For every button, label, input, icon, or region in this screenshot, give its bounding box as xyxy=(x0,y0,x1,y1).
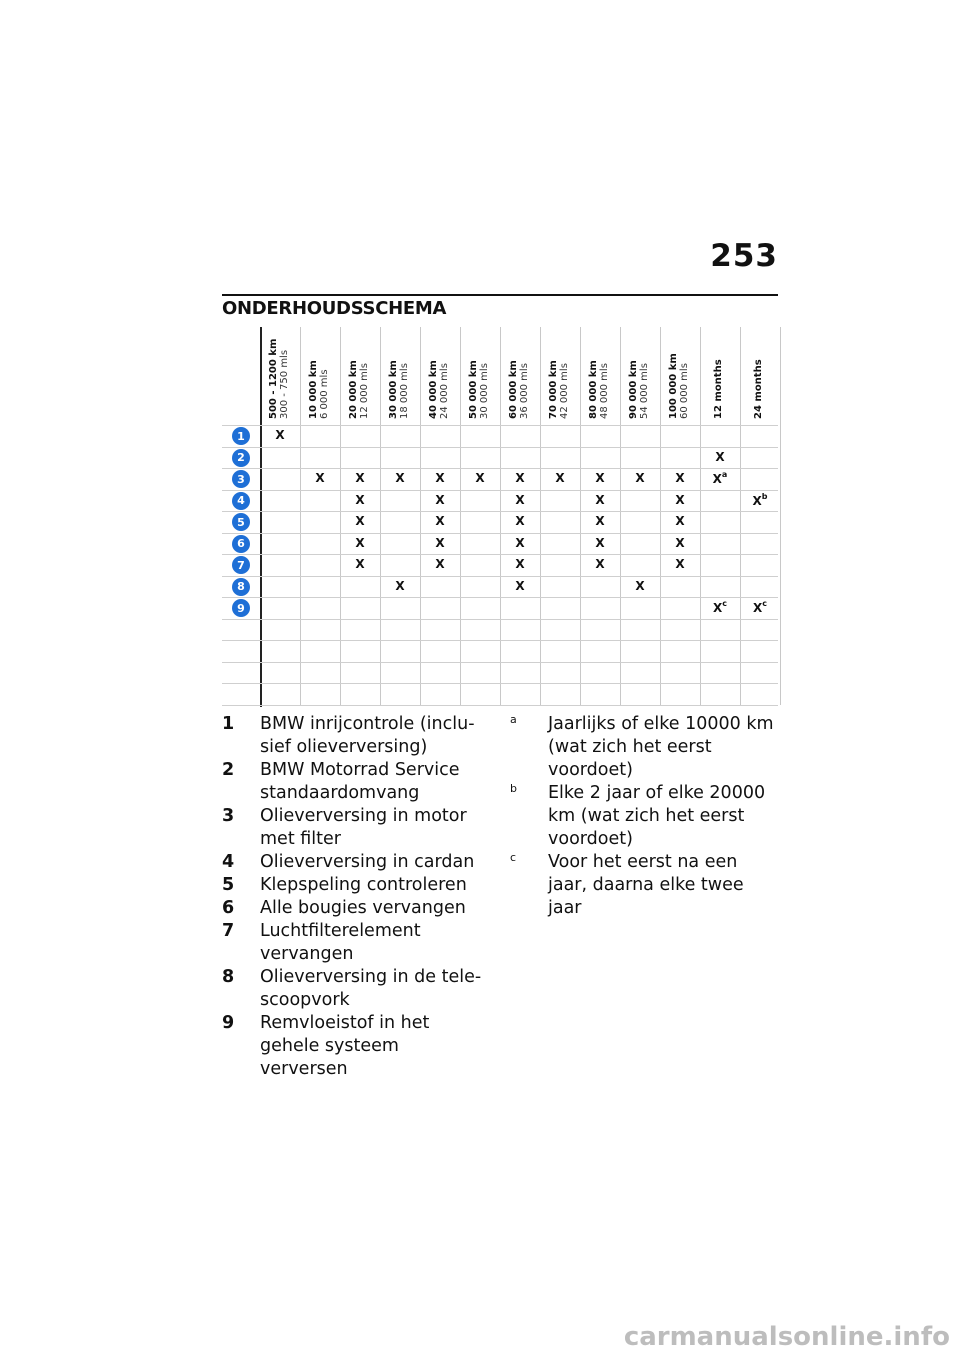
schedule-mark xyxy=(308,471,332,485)
schedule-mark-text: X xyxy=(435,514,445,528)
column-header-primary: 500 - 1200 km xyxy=(268,338,279,419)
table-main-divider xyxy=(260,327,262,707)
schedule-mark-text: X xyxy=(595,492,605,507)
schedule-mark-text: X xyxy=(315,471,325,485)
schedule-mark xyxy=(588,493,612,507)
footnotes-list xyxy=(510,713,780,920)
legend-text: Olieverversing in de telescoopvork xyxy=(260,967,482,1010)
schedule-mark xyxy=(668,471,692,485)
table-column-divider xyxy=(660,327,661,705)
table-column-divider xyxy=(700,327,701,705)
schedule-mark-text: X xyxy=(675,535,685,550)
schedule-mark-text: X xyxy=(275,428,285,442)
legend-item xyxy=(222,759,492,805)
schedule-mark-text: X xyxy=(435,535,445,550)
table-row-divider xyxy=(222,662,778,663)
table-column-divider xyxy=(380,327,381,705)
column-header-primary: 50 000 km xyxy=(468,360,479,419)
legend-number: 3 xyxy=(222,806,235,826)
legend-number: 6 xyxy=(222,898,235,918)
legend-text: Klepspeling controleren xyxy=(260,875,467,895)
column-header-primary: 20 000 km xyxy=(348,360,359,419)
schedule-mark xyxy=(428,493,452,507)
row-number-badge: 1 xyxy=(232,427,250,445)
schedule-mark xyxy=(428,471,452,485)
column-header-secondary: 300 - 750 mls xyxy=(279,349,290,419)
schedule-mark xyxy=(428,536,452,550)
legend-text: Remvloeistof in het gehele systeem verversen xyxy=(260,1013,430,1079)
table-row-divider xyxy=(222,705,778,706)
schedule-mark xyxy=(748,600,772,615)
schedule-mark xyxy=(388,471,412,485)
footnote-symbol: b xyxy=(510,782,517,795)
schedule-mark xyxy=(428,514,452,528)
schedule-mark xyxy=(668,536,692,550)
legend-item xyxy=(222,874,492,897)
schedule-mark xyxy=(348,514,372,528)
schedule-mark-text: X xyxy=(395,471,405,485)
column-header xyxy=(668,353,690,419)
watermark: carmanualsonline.info xyxy=(623,1322,950,1352)
schedule-mark xyxy=(708,471,732,486)
schedule-mark-text: X xyxy=(475,471,485,485)
legend-item xyxy=(222,851,492,874)
schedule-mark-text: X xyxy=(752,493,762,508)
table-row-divider xyxy=(222,619,778,620)
schedule-mark xyxy=(508,514,532,528)
schedule-mark-text: X xyxy=(355,535,365,550)
schedule-mark-text: X xyxy=(515,492,525,507)
row-number-badge: 6 xyxy=(232,535,250,553)
schedule-mark xyxy=(548,471,572,485)
footnote-reference: c xyxy=(722,599,727,608)
table-column-divider xyxy=(420,327,421,705)
schedule-mark-text: X xyxy=(595,514,605,528)
schedule-mark-text: X xyxy=(355,514,365,528)
schedule-mark-text: X xyxy=(752,601,763,615)
table-column-divider xyxy=(300,327,301,705)
footnote-text: Jaarlijks of elke 10000 km (wat zich het eerst voordoet) xyxy=(548,714,774,780)
legend-text: Luchtfilterelement vervangen xyxy=(260,921,421,964)
table-column-divider xyxy=(620,327,621,705)
column-header-primary: 12 months xyxy=(713,359,724,419)
column-header xyxy=(428,360,450,419)
schedule-mark xyxy=(668,514,692,528)
legend-item xyxy=(222,1012,492,1081)
schedule-mark-text: X xyxy=(675,514,685,528)
column-header-secondary: 18 000 mls xyxy=(399,363,410,419)
column-header xyxy=(508,360,530,419)
page-number: 253 xyxy=(710,238,778,274)
column-header-primary: 90 000 km xyxy=(628,360,639,419)
schedule-mark xyxy=(348,536,372,550)
footnote-text: Elke 2 jaar of elke 20000 km (wat zich het eerst voordoet) xyxy=(548,783,766,849)
column-header xyxy=(753,359,764,419)
column-header xyxy=(308,360,330,419)
table-column-divider xyxy=(500,327,501,705)
column-header-secondary: 12 000 mls xyxy=(359,363,370,419)
schedule-mark xyxy=(748,493,772,508)
schedule-mark-text: X xyxy=(435,492,445,507)
legend-list xyxy=(222,713,492,1081)
schedule-mark-text: X xyxy=(355,492,365,507)
schedule-mark-text: X xyxy=(435,557,445,571)
legend-number: 4 xyxy=(222,852,235,872)
schedule-mark xyxy=(588,557,612,571)
schedule-mark-text: X xyxy=(555,471,565,485)
legend-number: 8 xyxy=(222,967,235,987)
column-header-secondary: 6 000 mls xyxy=(319,369,330,419)
schedule-mark-text: X xyxy=(675,492,685,507)
column-header-primary: 24 months xyxy=(753,359,764,419)
schedule-mark xyxy=(668,493,692,507)
footnote-reference: b xyxy=(761,491,768,501)
row-number-badge: 2 xyxy=(232,449,250,467)
schedule-mark xyxy=(628,579,652,593)
footnote-symbol: c xyxy=(510,851,517,864)
schedule-mark-text: X xyxy=(515,557,525,571)
footnote-item xyxy=(510,782,780,851)
table-column-divider xyxy=(780,327,781,705)
schedule-mark xyxy=(508,579,532,593)
legend-number: 9 xyxy=(222,1013,235,1033)
schedule-mark-text: X xyxy=(435,471,445,485)
column-header xyxy=(628,360,650,419)
column-header-primary: 30 000 km xyxy=(388,360,399,419)
footnote-item xyxy=(510,713,780,782)
schedule-mark xyxy=(588,514,612,528)
row-number-badge: 8 xyxy=(232,578,250,596)
schedule-mark xyxy=(508,536,532,550)
column-header-secondary: 54 000 mls xyxy=(639,363,650,419)
legend-text: Alle bougies vervangen xyxy=(260,898,466,918)
column-header-secondary: 36 000 mls xyxy=(519,363,530,419)
row-number-badge: 4 xyxy=(232,492,250,510)
row-number-badge: 9 xyxy=(232,599,250,617)
title-rule xyxy=(222,294,778,296)
schedule-mark xyxy=(668,557,692,571)
row-number-badge: 3 xyxy=(232,470,250,488)
schedule-mark-text: X xyxy=(595,535,605,550)
column-header xyxy=(548,360,570,419)
table-row-divider xyxy=(222,683,778,684)
column-header xyxy=(348,360,370,419)
table-row-divider xyxy=(222,597,778,598)
column-header-primary: 100 000 km xyxy=(668,353,679,419)
footnote-text: Voor het eerst na een jaar, daarna elke twee jaar xyxy=(548,852,744,918)
legend-item xyxy=(222,897,492,920)
legend-text: Olieverversing in cardan xyxy=(260,852,475,872)
column-header xyxy=(713,359,724,419)
table-column-divider xyxy=(340,327,341,705)
schedule-mark-text: X xyxy=(355,471,365,485)
schedule-mark-text: X xyxy=(675,471,685,485)
schedule-mark-text: X xyxy=(635,578,645,593)
schedule-mark xyxy=(428,557,452,571)
schedule-mark xyxy=(348,557,372,571)
maintenance-schedule-table xyxy=(222,327,778,707)
column-header-primary: 60 000 km xyxy=(508,360,519,419)
legend-item xyxy=(222,805,492,851)
table-column-divider xyxy=(740,327,741,705)
schedule-mark-text: X xyxy=(355,557,365,571)
legend-item xyxy=(222,713,492,759)
schedule-mark-text: X xyxy=(515,535,525,550)
column-header xyxy=(588,360,610,419)
schedule-mark xyxy=(708,450,732,464)
table-row-divider xyxy=(222,425,778,426)
footnote-symbol: a xyxy=(510,713,517,726)
schedule-mark xyxy=(708,600,732,615)
column-header-primary: 10 000 km xyxy=(308,360,319,419)
legend-text: BMW Motorrad Service standaardomvang xyxy=(260,760,460,803)
footnote-item xyxy=(510,851,780,920)
table-row-divider xyxy=(222,533,778,534)
row-number-badge: 7 xyxy=(232,556,250,574)
table-row-divider xyxy=(222,576,778,577)
schedule-mark xyxy=(628,471,652,485)
schedule-mark-text: X xyxy=(395,578,405,593)
legend-number: 2 xyxy=(222,760,235,780)
schedule-mark-text: X xyxy=(515,514,525,528)
schedule-mark xyxy=(268,428,292,442)
page-title: ONDERHOUDSSCHEMA xyxy=(222,298,447,319)
column-header-secondary: 30 000 mls xyxy=(479,363,490,419)
column-header-primary: 80 000 km xyxy=(588,360,599,419)
table-row-divider xyxy=(222,640,778,641)
schedule-mark-text: X xyxy=(715,449,725,464)
table-row-divider xyxy=(222,490,778,491)
schedule-mark-text: X xyxy=(712,601,723,615)
table-row-divider xyxy=(222,468,778,469)
column-header-secondary: 60 000 mls xyxy=(679,363,690,419)
column-header-secondary: 48 000 mls xyxy=(599,363,610,419)
column-header-primary: 40 000 km xyxy=(428,360,439,419)
schedule-mark xyxy=(588,471,612,485)
legend-text: BMW inrijcontrole (inclusief olieverversing) xyxy=(260,714,475,757)
schedule-mark-text: X xyxy=(515,578,525,593)
schedule-mark xyxy=(508,493,532,507)
legend-text: Olieverversing in motor met filter xyxy=(260,806,467,849)
schedule-mark-text: X xyxy=(515,471,525,485)
table-column-divider xyxy=(540,327,541,705)
table-row-divider xyxy=(222,554,778,555)
table-row-divider xyxy=(222,447,778,448)
footnote-reference: c xyxy=(762,599,767,608)
schedule-mark xyxy=(508,471,532,485)
schedule-mark xyxy=(508,557,532,571)
schedule-mark-text: X xyxy=(675,557,685,571)
schedule-mark-text: X xyxy=(635,471,645,485)
legend-item xyxy=(222,920,492,966)
legend-number: 5 xyxy=(222,875,235,895)
column-header-primary: 70 000 km xyxy=(548,360,559,419)
table-column-divider xyxy=(460,327,461,705)
column-header-secondary: 24 000 mls xyxy=(439,363,450,419)
table-row-divider xyxy=(222,511,778,512)
column-header xyxy=(388,360,410,419)
footnote-reference: a xyxy=(721,470,728,479)
column-header-secondary: 42 000 mls xyxy=(559,363,570,419)
legend-number: 7 xyxy=(222,921,235,941)
schedule-mark xyxy=(348,471,372,485)
schedule-mark xyxy=(468,471,492,485)
schedule-mark xyxy=(588,536,612,550)
schedule-mark-text: X xyxy=(595,557,605,571)
legend-item xyxy=(222,966,492,1012)
table-column-divider xyxy=(580,327,581,705)
column-header xyxy=(268,339,290,419)
schedule-mark-text: X xyxy=(595,471,605,485)
row-number-badge: 5 xyxy=(232,513,250,531)
schedule-mark xyxy=(348,493,372,507)
legend-number: 1 xyxy=(222,714,235,734)
schedule-mark-text: X xyxy=(712,472,722,486)
column-header xyxy=(468,360,490,419)
schedule-mark xyxy=(388,579,412,593)
